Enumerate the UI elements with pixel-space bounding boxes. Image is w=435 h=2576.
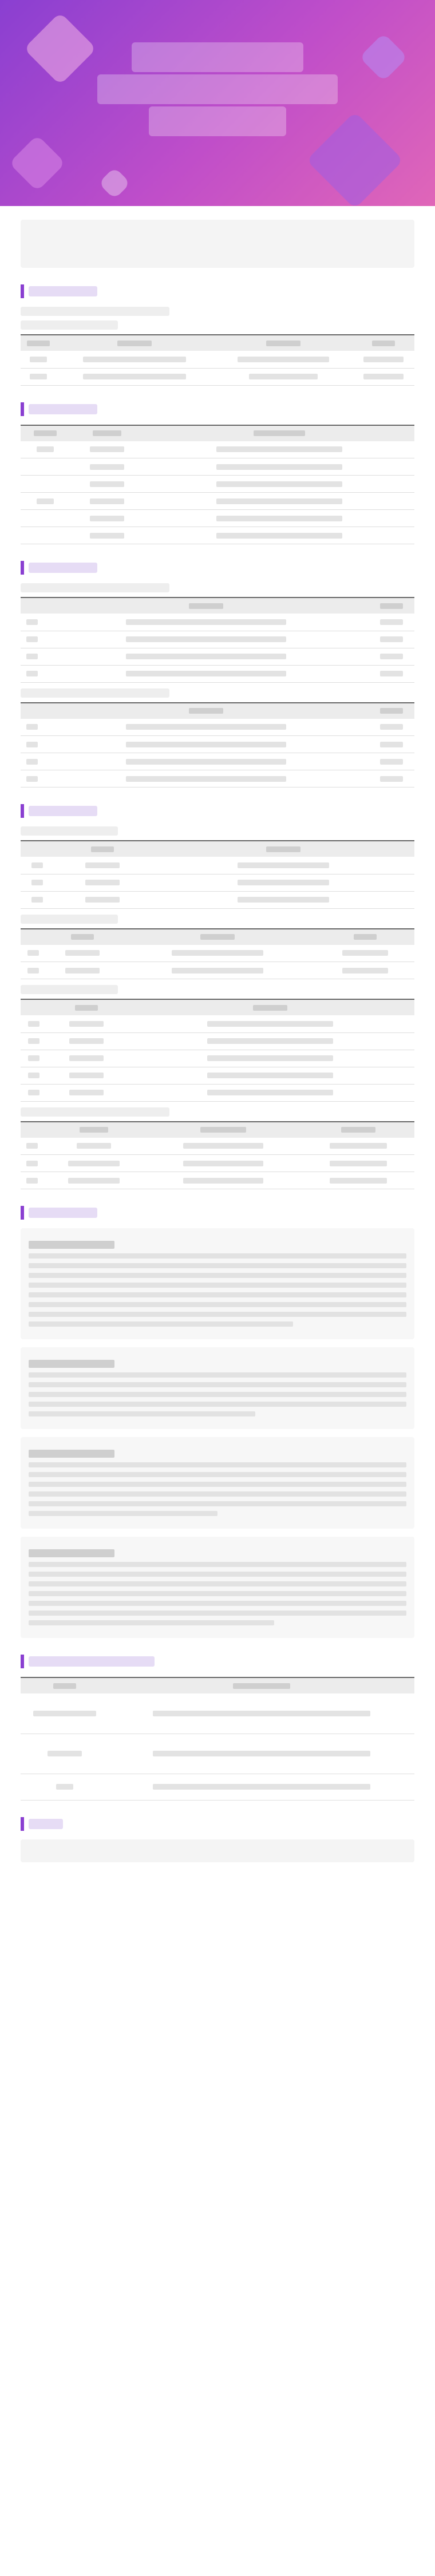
hero-title-line bbox=[132, 42, 303, 72]
hero-title bbox=[0, 40, 435, 139]
review-block bbox=[21, 1228, 414, 1339]
results-table-2 bbox=[21, 928, 414, 980]
review-block bbox=[21, 1437, 414, 1529]
results-table-1 bbox=[21, 840, 414, 909]
criteria-table-1 bbox=[21, 597, 414, 683]
results-table-3 bbox=[21, 999, 414, 1102]
section-review bbox=[21, 1204, 414, 1221]
section-contact bbox=[21, 1815, 414, 1833]
review-block bbox=[21, 1347, 414, 1429]
section-results bbox=[21, 802, 414, 820]
section-jury bbox=[21, 401, 414, 418]
notice-body bbox=[0, 206, 435, 1862]
support-table bbox=[21, 1677, 414, 1801]
decorative-diamond bbox=[98, 167, 131, 200]
schedule-note bbox=[21, 320, 118, 330]
section-schedule bbox=[21, 283, 414, 300]
decorative-diamond bbox=[9, 135, 66, 192]
criteria-subtitle bbox=[21, 688, 169, 698]
results-subtitle bbox=[21, 985, 118, 994]
results-subtitle bbox=[21, 826, 118, 836]
hero-title-line bbox=[149, 106, 286, 136]
schedule-note bbox=[21, 307, 169, 316]
jury-table bbox=[21, 425, 414, 545]
section-support bbox=[21, 1653, 414, 1670]
intro-paragraph bbox=[21, 220, 414, 268]
criteria-table-2 bbox=[21, 702, 414, 788]
contact-info bbox=[21, 1839, 414, 1862]
results-table-4 bbox=[21, 1121, 414, 1190]
schedule-table bbox=[21, 334, 414, 386]
hero-title-line bbox=[97, 74, 338, 104]
results-subtitle bbox=[21, 1107, 169, 1117]
criteria-subtitle bbox=[21, 583, 169, 592]
section-criteria bbox=[21, 559, 414, 576]
results-subtitle bbox=[21, 915, 118, 924]
hero-banner bbox=[0, 0, 435, 206]
review-block bbox=[21, 1537, 414, 1638]
